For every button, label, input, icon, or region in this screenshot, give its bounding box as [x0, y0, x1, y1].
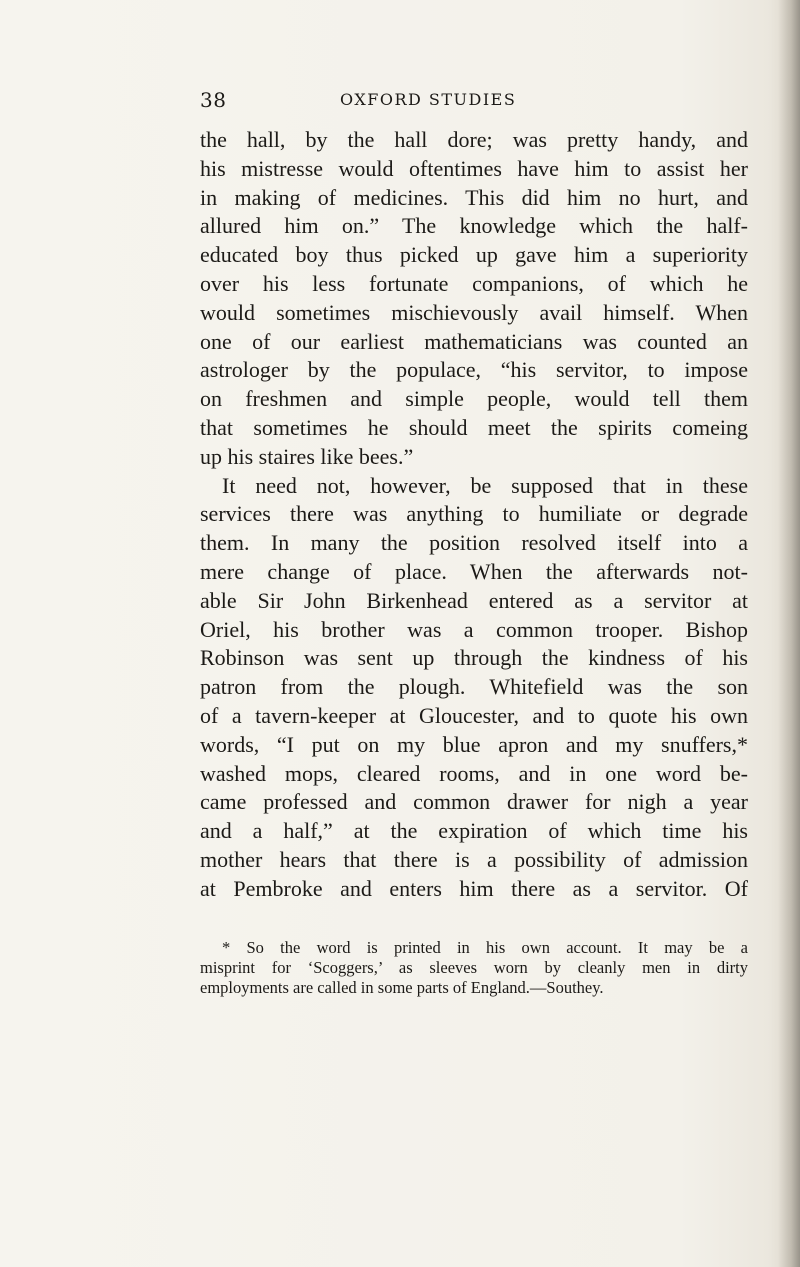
text-line: over his less fortunate companions, of which he	[200, 270, 748, 296]
footnote-line: employments are called in some parts of England.—Southey.	[200, 978, 604, 997]
footnote-line: misprint for ‘Scoggers,’ as sleeves worn by cleanly men in dirty	[200, 958, 748, 977]
text-line: on freshmen and simple people, would tell them	[200, 386, 748, 412]
text-line: the hall, by the hall dore; was pretty handy, and	[200, 127, 748, 152]
text-line: in making of medicines. This did him no hurt, and	[200, 184, 748, 210]
text-line: mother hears that there is a possibility of admission	[200, 846, 748, 872]
text-line: at Pembroke and enters him there as a servitor. Of	[200, 875, 748, 901]
text-line: them. In many the position resolved itself into a	[200, 530, 748, 556]
text-line: washed mops, cleared rooms, and in one word be-	[200, 760, 748, 786]
text-line: came professed and common drawer for nigh a year	[200, 789, 748, 815]
text-line: Oriel, his brother was a common trooper. Bishop	[200, 616, 748, 642]
page-header	[200, 88, 772, 118]
text-line: up his staires like bees.”	[200, 443, 414, 469]
text-line: Robinson was sent up through the kindness of his	[200, 645, 748, 671]
text-line: of a tavern-keeper at Gloucester, and to quote his own	[200, 702, 748, 728]
page-number: 38	[200, 88, 227, 112]
text-line: patron from the plough. Whitefield was the son	[200, 674, 748, 700]
running-head: OXFORD STUDIES	[340, 90, 517, 109]
text-line: mere change of place. When the afterwards not-	[200, 558, 748, 584]
text-line: would sometimes mischievously avail himself. When	[200, 299, 748, 325]
text-line: that sometimes he should meet the spirits comeing	[200, 414, 748, 440]
page-edge-shadow	[778, 0, 800, 1267]
text-line: able Sir John Birkenhead entered as a servitor at	[200, 587, 748, 613]
text-line: allured him on.” The knowledge which the half-	[200, 213, 748, 239]
text-line: services there was anything to humiliate or degrade	[200, 501, 748, 527]
footnote	[200, 938, 748, 998]
text-line: astrologer by the populace, “his servitor, to impose	[200, 357, 748, 383]
text-line: words, “I put on my blue apron and my snuffers,*	[200, 731, 748, 757]
text-line: one of our earliest mathematicians was counted an	[200, 328, 748, 354]
text-line: and a half,” at the expiration of which time his	[200, 818, 748, 844]
text-line: educated boy thus picked up gave him a superiority	[200, 242, 748, 268]
text-line: It need not, however, be supposed that in these	[222, 472, 748, 498]
body-text	[200, 126, 748, 904]
text-line: his mistresse would oftentimes have him to assist her	[200, 155, 748, 181]
footnote-line: * So the word is printed in his own account. It may be a	[222, 938, 748, 957]
